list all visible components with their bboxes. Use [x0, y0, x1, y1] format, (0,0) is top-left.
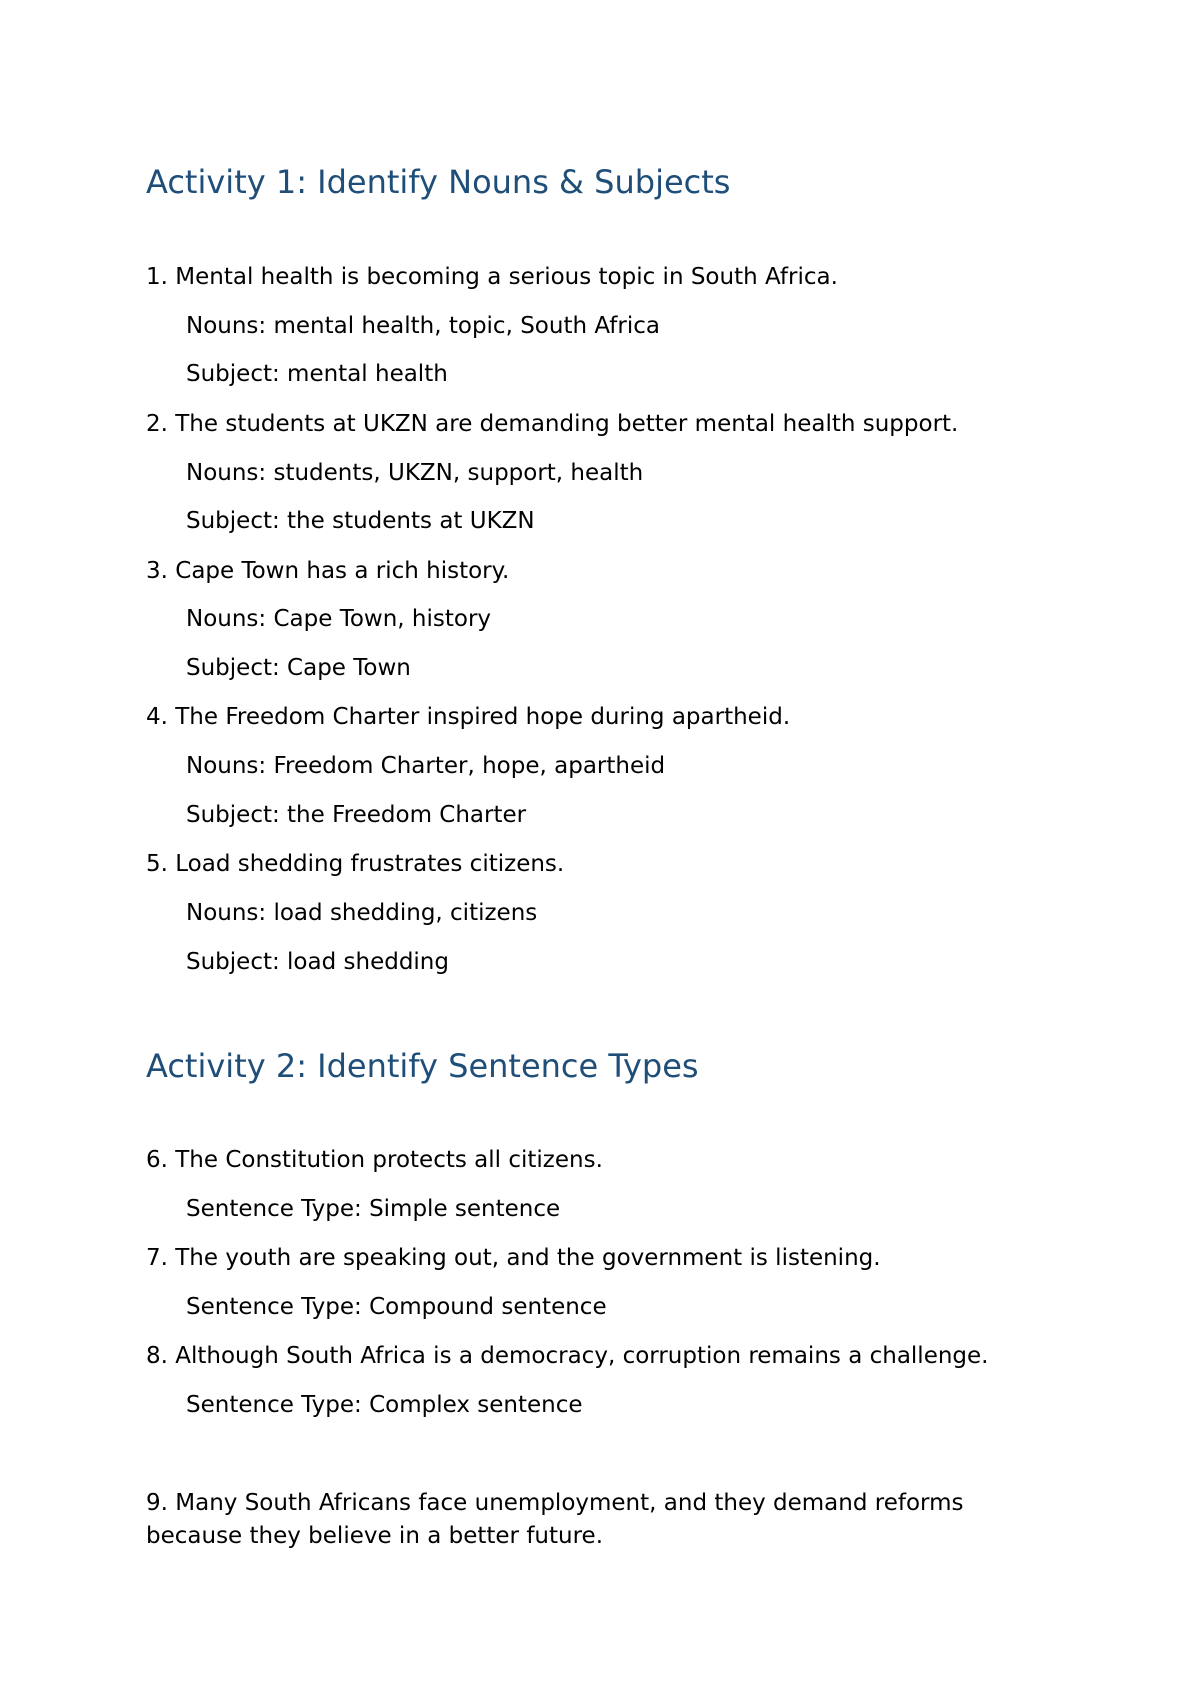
question-6-type: Sentence Type: Simple sentence	[186, 1196, 561, 1222]
question-2-subject: Subject: the students at UKZN	[186, 508, 535, 534]
question-2-sentence: 2. The students at UKZN are demanding better mental health support.	[146, 411, 959, 437]
question-1-nouns: Nouns: mental health, topic, South Africa	[186, 313, 660, 339]
question-5-subject: Subject: load shedding	[186, 949, 449, 975]
question-7-type: Sentence Type: Compound sentence	[186, 1294, 607, 1320]
question-5-sentence: 5. Load shedding frustrates citizens.	[146, 851, 565, 877]
question-6-sentence: 6. The Constitution protects all citizens.	[146, 1147, 603, 1173]
question-9-sentence: 9. Many South Africans face unemployment, and they demand reforms because they believe in a better future.	[146, 1490, 964, 1549]
question-5-nouns: Nouns: load shedding, citizens	[186, 900, 538, 926]
activity-2-heading: Activity 2: Identify Sentence Types	[146, 1047, 699, 1085]
question-4-subject: Subject: the Freedom Charter	[186, 802, 527, 828]
question-3-sentence: 3. Cape Town has a rich history.	[146, 558, 510, 584]
activity-1-heading: Activity 1: Identify Nouns & Subjects	[146, 163, 731, 201]
question-7-sentence: 7. The youth are speaking out, and the government is listening.	[146, 1245, 881, 1271]
question-1-sentence: 1. Mental health is becoming a serious topic in South Africa.	[146, 264, 838, 290]
question-3-nouns: Nouns: Cape Town, history	[186, 606, 492, 632]
question-1-subject: Subject: mental health	[186, 361, 448, 387]
question-4-sentence: 4. The Freedom Charter inspired hope during apartheid.	[146, 704, 791, 730]
question-8-sentence: 8. Although South Africa is a democracy, corruption remains a challenge.	[146, 1343, 989, 1369]
question-8-type: Sentence Type: Complex sentence	[186, 1392, 583, 1418]
question-4-nouns: Nouns: Freedom Charter, hope, apartheid	[186, 753, 666, 779]
question-3-subject: Subject: Cape Town	[186, 655, 411, 681]
question-2-nouns: Nouns: students, UKZN, support, health	[186, 460, 644, 486]
